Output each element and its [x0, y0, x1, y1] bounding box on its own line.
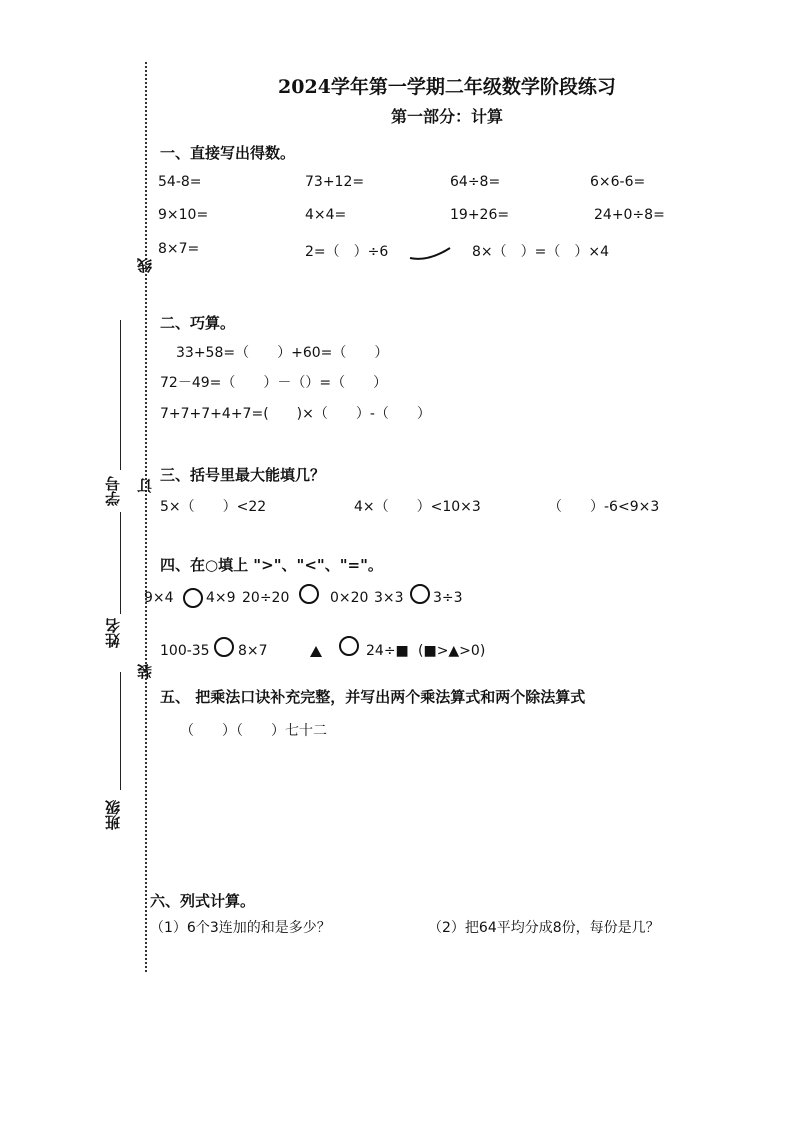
- s4-r2-right-b: 24÷■: [366, 643, 409, 659]
- margin-label-xian: 线: [136, 258, 154, 273]
- compare-circle[interactable]: [410, 584, 430, 604]
- s4-r1-right-a: 4×9: [206, 590, 236, 606]
- s5-item: （ ）（ ）七十二: [180, 723, 327, 739]
- s2-item3: 7+7+7+4+7=( )×（ ）-（ ）: [160, 406, 431, 422]
- compare-circle[interactable]: [214, 637, 234, 657]
- compare-circle[interactable]: [299, 584, 319, 604]
- class-label: 班级: [104, 800, 122, 830]
- s2-item1: 33+58=（ ）+60=（ ）: [176, 345, 389, 361]
- s1-r3-c1: 8×7=: [158, 241, 200, 257]
- page-title: 2024学年第一学期二年级数学阶段练习: [278, 76, 616, 98]
- s1-r3-c3: 8×（ ）=（ ）×4: [472, 244, 610, 260]
- s1-r3-c2: 2=（ ）÷6: [305, 244, 389, 260]
- s4-r1-left-c: 3×3: [374, 590, 404, 606]
- s1-r1-c3: 64÷8=: [450, 174, 501, 190]
- s4-r2-right-a: 8×7: [238, 643, 268, 659]
- page-subtitle: 第一部分：计算: [390, 107, 503, 126]
- student-id-label: 学号: [104, 476, 122, 506]
- s6-q2: （2）把64平均分成8份，每份是几？: [428, 920, 660, 936]
- s1-r2-c2: 4×4=: [305, 207, 347, 223]
- name-label: 姓名: [104, 618, 122, 648]
- section4-heading: 四、在○填上 ">"、"<"、"="。: [160, 556, 383, 574]
- section3-heading: 三、括号里最大能填几？: [160, 466, 326, 484]
- student-id-line: [120, 320, 121, 470]
- s4-r1-right-b: 0×20: [330, 590, 369, 606]
- fold-dotted-line: [145, 62, 147, 972]
- s1-r2-c3: 19+26=: [450, 207, 510, 223]
- section6-heading: 六、列式计算。: [150, 892, 256, 910]
- s1-r1-c1: 54-8=: [158, 174, 202, 190]
- s1-r1-c4: 6×6-6=: [590, 174, 646, 190]
- class-line: [120, 672, 121, 790]
- s4-r1-left-a: 9×4: [144, 590, 174, 606]
- s3-item1: 5×（ ）<22: [160, 499, 267, 515]
- s4-r1-left-b: 20÷20: [242, 590, 290, 606]
- margin-label-ding: 订: [136, 478, 154, 493]
- s1-r2-c1: 9×10=: [158, 207, 209, 223]
- s4-r2-condition: (■>▲>0): [418, 643, 486, 659]
- pen-stroke: [408, 244, 452, 262]
- section1-heading: 一、直接写出得数。: [160, 144, 296, 162]
- s1-r1-c2: 73+12=: [305, 174, 365, 190]
- s4-r2-left-a: 100-35: [160, 643, 210, 659]
- s3-item3: （ ）-6<9×3: [548, 499, 660, 515]
- triangle-icon: [310, 646, 322, 657]
- name-line: [120, 512, 121, 614]
- s4-r1-right-c: 3÷3: [433, 590, 463, 606]
- margin-label-zhuang: 装: [136, 664, 154, 679]
- compare-circle[interactable]: [339, 636, 359, 656]
- section2-heading: 二、巧算。: [160, 314, 236, 332]
- compare-circle[interactable]: [183, 588, 203, 608]
- s3-item2: 4×（ ）<10×3: [354, 499, 481, 515]
- s6-q1: （1）6个3连加的和是多少？: [150, 920, 331, 936]
- s2-item2: 72－49=（ ）－（）=（ ）: [160, 375, 388, 391]
- s1-r2-c4: 24+0÷8=: [594, 207, 665, 223]
- section5-heading: 五、 把乘法口诀补充完整，并写出两个乘法算式和两个除法算式: [160, 688, 586, 706]
